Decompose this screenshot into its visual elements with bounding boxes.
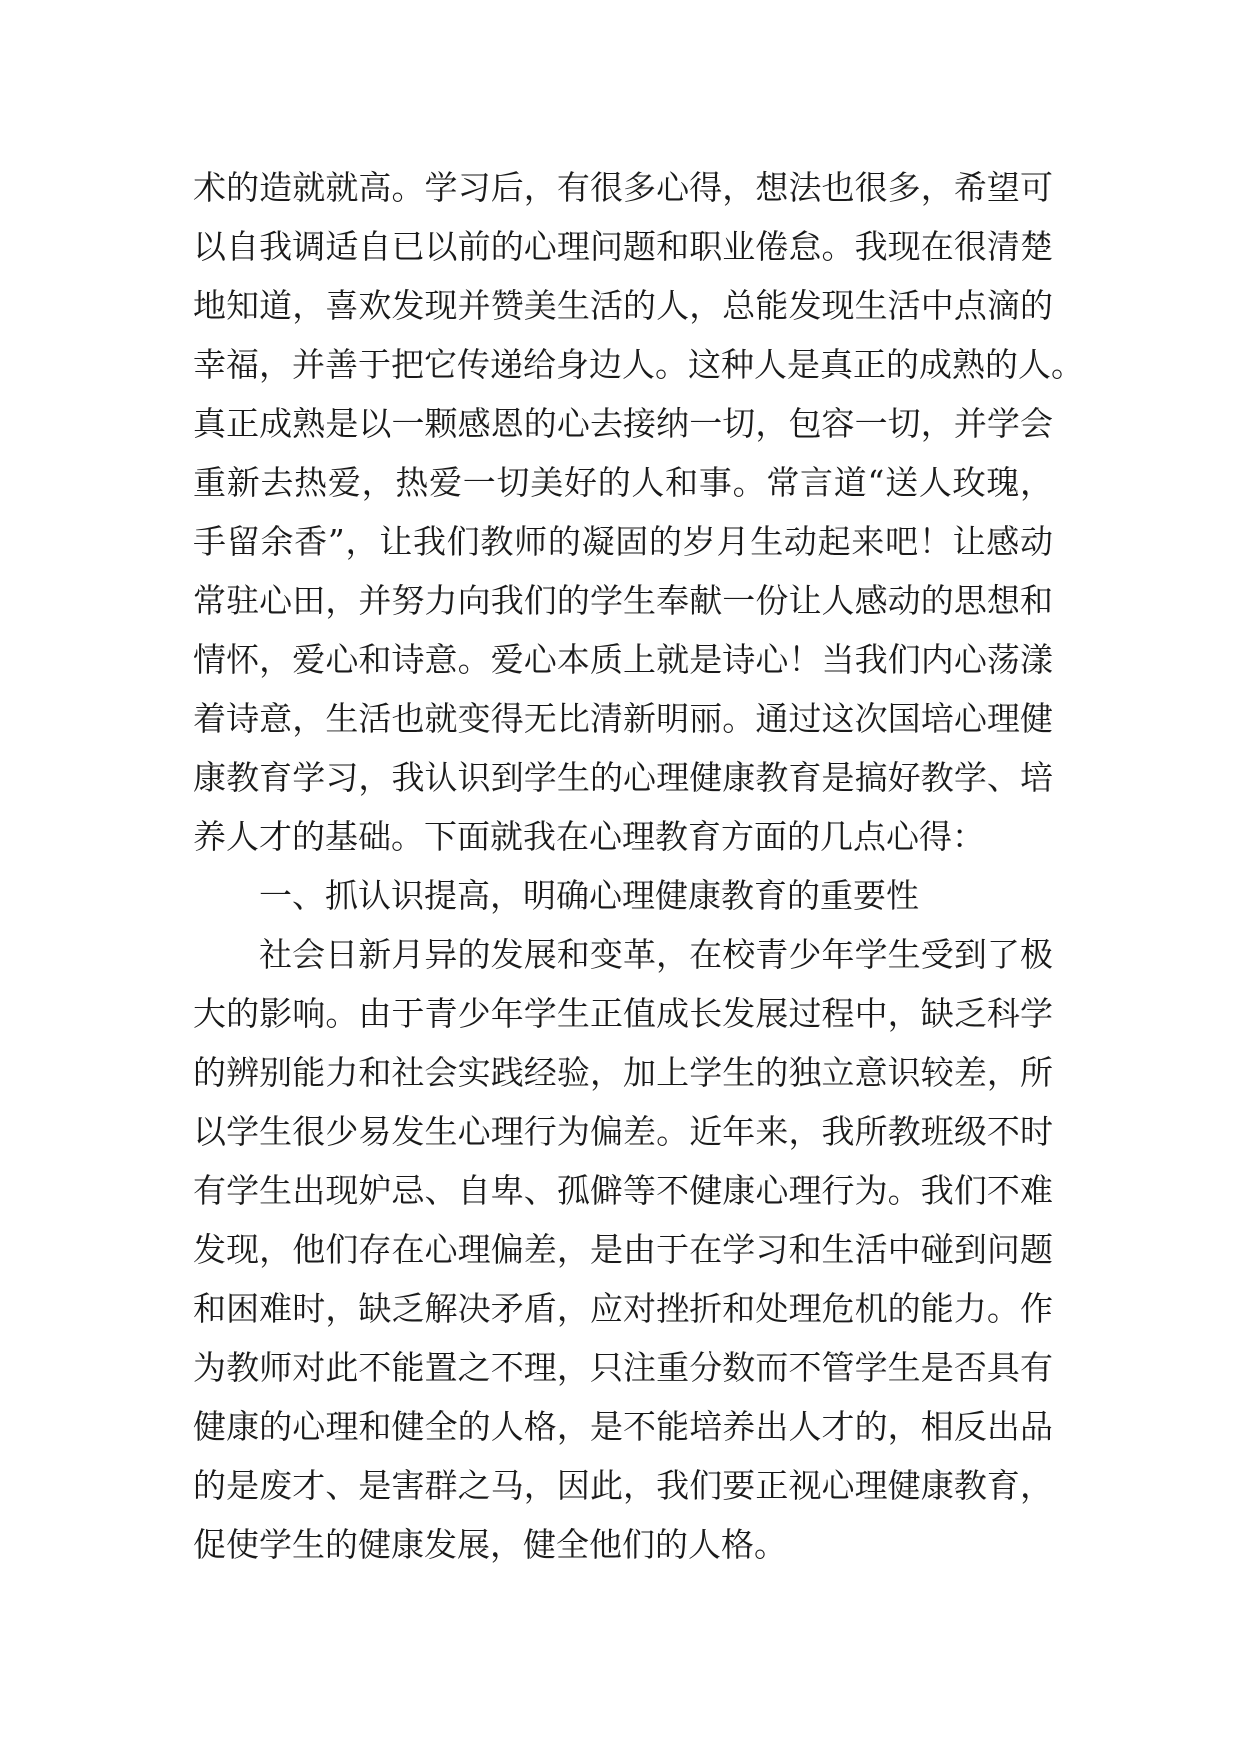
text-line: 手留余香”，让我们教师的凝固的岁月生动起来吧！让感动: [193, 522, 1053, 561]
text-line: 情怀，爱心和诗意。爱心本质上就是诗心！当我们内心荡漾: [193, 640, 1053, 679]
text-line: 大的影响。由于青少年学生正值成长发展过程中，缺乏科学: [193, 994, 1053, 1033]
text-line: 以自我调适自已以前的心理问题和职业倦怠。我现在很清楚: [193, 227, 1053, 266]
text-line: 以学生很少易发生心理行为偏差。近年来，我所教班级不时: [193, 1112, 1053, 1151]
text-line: 地知道，喜欢发现并赞美生活的人，总能发现生活中点滴的: [193, 286, 1053, 325]
text-line: 的是废才、是害群之马，因此，我们要正视心理健康教育，: [193, 1466, 1053, 1505]
text-line: 社会日新月异的发展和变革，在校青少年学生受到了极: [259, 935, 1053, 974]
text-line: 重新去热爱，热爱一切美好的人和事。常言道“送人玫瑰，: [193, 463, 1053, 502]
text-line: 养人才的基础。下面就我在心理教育方面的几点心得：: [193, 817, 985, 856]
document-body: [193, 158, 1084, 1574]
text-line: 术的造就就高。学习后，有很多心得，想法也很多，希望可: [193, 168, 1053, 207]
text-line: 发现，他们存在心理偏差，是由于在学习和生活中碰到问题: [193, 1230, 1053, 1269]
text-line: 着诗意，生活也就变得无比清新明丽。通过这次国培心理健: [193, 699, 1053, 738]
text-line: 常驻心田，并努力向我们的学生奉献一份让人感动的思想和: [193, 581, 1053, 620]
text-line: 康教育学习，我认识到学生的心理健康教育是搞好教学、培: [193, 758, 1053, 797]
text-line: 幸福，并善于把它传递给身边人。这种人是真正的成熟的人。: [193, 345, 1084, 384]
paragraph-intro: [193, 158, 1084, 866]
text-line: 健康的心理和健全的人格，是不能培养出人才的，相反出品: [193, 1407, 1053, 1446]
heading-line: 一、抓认识提高，明确心理健康教育的重要性: [259, 876, 919, 915]
text-line: 的辨别能力和社会实践经验，加上学生的独立意识较差，所: [193, 1053, 1053, 1092]
text-line: 为教师对此不能置之不理，只注重分数而不管学生是否具有: [193, 1348, 1053, 1387]
text-line: 有学生出现妒忌、自卑、孤僻等不健康心理行为。我们不难: [193, 1171, 1053, 1210]
text-line: 和困难时，缺乏解决矛盾，应对挫折和处理危机的能力。作: [193, 1289, 1053, 1328]
text-line: 促使学生的健康发展，健全他们的人格。: [193, 1525, 787, 1564]
paragraph-body: [193, 925, 1053, 1574]
section-heading: [193, 866, 1053, 925]
text-line: 真正成熟是以一颗感恩的心去接纳一切，包容一切，并学会: [193, 404, 1053, 443]
